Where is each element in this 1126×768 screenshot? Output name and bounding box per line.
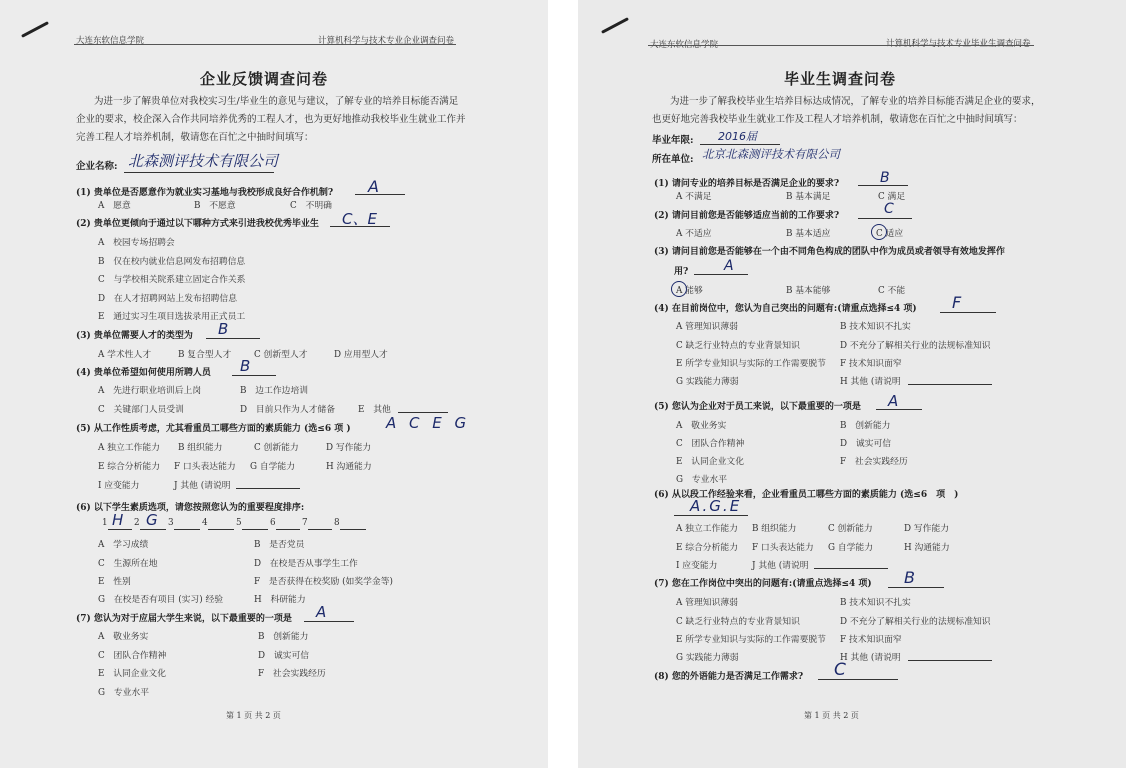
q2-answer: C、E bbox=[342, 210, 377, 228]
page-footer: 第 1 页 共 2 页 bbox=[804, 711, 859, 720]
q1-option-b: B 不愿意 bbox=[194, 201, 236, 211]
rank-2: 2 bbox=[134, 518, 140, 528]
q4-option-d: D 不充分了解相关行业的法规标准知识 bbox=[840, 341, 991, 351]
q7-option-d: D 诚实可信 bbox=[258, 651, 310, 661]
q1-underline bbox=[355, 194, 405, 195]
company-underline bbox=[124, 172, 274, 173]
year-handwritten: 2016届 bbox=[718, 130, 757, 143]
year-label: 毕业年限: bbox=[652, 135, 694, 146]
q1-answer: A bbox=[368, 177, 379, 196]
rank-1-answer: H bbox=[112, 511, 124, 529]
q6-option-h: H 科研能力 bbox=[254, 595, 306, 605]
q7-option-g: G 实践能力薄弱 bbox=[676, 653, 739, 663]
q3-option-d: D 应用型人才 bbox=[334, 350, 388, 360]
question-8: (8) 您的外语能力是否满足工作需求? bbox=[654, 672, 804, 682]
year-underline bbox=[700, 144, 780, 145]
q1-option-c: C 满足 bbox=[878, 192, 906, 202]
q3-option-c: C 不能 bbox=[878, 286, 906, 296]
q5-option-g: G 自学能力 bbox=[250, 462, 296, 472]
q7-option-b: B 技术知识不扎实 bbox=[840, 598, 911, 608]
question-6: (6) 以下学生素质选项，请您按照您认为的重要程度排序: bbox=[76, 503, 305, 513]
q6-option-c: C 生源所在地 bbox=[98, 559, 158, 569]
pen-mark bbox=[21, 21, 49, 38]
header-rule bbox=[74, 44, 456, 45]
q5-option-a: A 独立工作能力 bbox=[98, 443, 160, 453]
rank-1-blank bbox=[108, 529, 132, 530]
rank-7: 7 bbox=[302, 518, 308, 528]
q5-option-b: B 创新能力 bbox=[840, 421, 891, 431]
page-title: 企业反馈调查问卷 bbox=[200, 70, 329, 88]
q6-option-a: A 学习成绩 bbox=[98, 540, 149, 550]
intro-text: 为进一步了解我校毕业生培养目标达成情况，了解专业的培养目标能否满足企业的要求，也更好地完善我校毕业生就业工作及工程人才培养机制，敬请您在百忙之中抽时间填写： bbox=[652, 96, 1041, 125]
q6-option-f: F 口头表达能力 bbox=[752, 543, 814, 553]
q5-option-d: D 写作能力 bbox=[326, 443, 372, 453]
q7-answer: B bbox=[904, 568, 915, 587]
question-7: (7) 您在工作岗位中突出的问题有:(请重点选择≤4 项) bbox=[654, 579, 872, 589]
q3-option-a: A 学术性人才 bbox=[98, 350, 152, 360]
q5-option-c: C 团队合作精神 bbox=[676, 439, 745, 449]
header-school: 大连东软信息学院 bbox=[650, 40, 719, 50]
q7-option-f: F 技术知识面窄 bbox=[840, 635, 902, 645]
q6-option-d: D 写作能力 bbox=[904, 524, 950, 534]
q4-underline bbox=[940, 312, 996, 313]
q5-option-e: E 综合分析能力 bbox=[98, 462, 160, 472]
rank-2-blank bbox=[140, 529, 166, 530]
q4-option-b: B 边工作边培训 bbox=[240, 386, 309, 396]
q7-option-b: B 创新能力 bbox=[258, 632, 309, 642]
q2-option-a: A 不适应 bbox=[676, 229, 712, 239]
q6-option-g: G 自学能力 bbox=[828, 543, 874, 553]
survey-page-enterprise bbox=[0, 0, 548, 768]
q5-underline bbox=[876, 409, 922, 410]
q4-option-a: A 先进行职业培训后上岗 bbox=[98, 386, 202, 396]
q6-option-g: G 在校是否有项目 (实习) 经验 bbox=[98, 595, 224, 605]
question-1: (1) 请问专业的培养目标是否满足企业的要求? bbox=[654, 179, 840, 189]
q3-answer: B bbox=[218, 320, 229, 338]
q6-option-b: B 组织能力 bbox=[752, 524, 797, 534]
q7-option-g: G 专业水平 bbox=[98, 688, 150, 698]
q7-option-f: F 社会实践经历 bbox=[258, 669, 326, 679]
q7-option-c: C 团队合作精神 bbox=[98, 651, 167, 661]
q3-option-c: C 创新型人才 bbox=[254, 350, 308, 360]
rank-4-blank bbox=[208, 529, 234, 530]
question-7: (7) 您认为对于应届大学生来说，以下最重要的一项是 bbox=[76, 614, 292, 624]
header-rule bbox=[648, 45, 1034, 46]
page-footer: 第 1 页 共 2 页 bbox=[226, 711, 281, 720]
rank-3: 3 bbox=[168, 518, 174, 528]
q6-option-d: D 在校是否从事学生工作 bbox=[254, 559, 358, 569]
header-survey-name: 计算机科学与技术专业毕业生调查问卷 bbox=[886, 39, 1031, 49]
rank-6: 6 bbox=[270, 518, 276, 528]
q5-option-e: E 认同企业文化 bbox=[676, 457, 745, 467]
q5-option-h: H 沟通能力 bbox=[326, 462, 372, 472]
q4-other-underline bbox=[398, 412, 448, 413]
q5-option-g: G 专业水平 bbox=[676, 475, 728, 485]
q5-option-f: F 社会实践经历 bbox=[840, 457, 908, 467]
question-3: (3) 贵单位需要人才的类型为 bbox=[76, 331, 193, 341]
q7-option-a: A 敬业务实 bbox=[98, 632, 149, 642]
q1-option-a: A 愿意 bbox=[98, 201, 131, 211]
q4-option-b: B 技术知识不扎实 bbox=[840, 322, 911, 332]
q7-answer: A bbox=[316, 603, 327, 621]
question-3: (3) 请问目前您是否能够在一个由不同角色构成的团队中作为成员或者领导有效地发挥作 bbox=[654, 247, 1005, 257]
q6-option-h: H 沟通能力 bbox=[904, 543, 950, 553]
q4-option-f: F 技术知识面窄 bbox=[840, 359, 902, 369]
q6-other-underline bbox=[814, 568, 888, 569]
q3-option-b: B 复合型人才 bbox=[178, 350, 232, 360]
question-5: (5) 您认为企业对于员工来说，以下最重要的一项是 bbox=[654, 402, 861, 412]
q6-option-j: J 其他 (请说明 bbox=[752, 561, 809, 571]
q2-option-d: D 在人才招聘网站上发布招聘信息 bbox=[98, 294, 238, 304]
q4-underline bbox=[232, 375, 276, 376]
q2-option-c: C 适应 bbox=[876, 229, 904, 239]
q8-answer: C bbox=[834, 660, 846, 680]
q1-option-b: B 基本满足 bbox=[786, 192, 831, 202]
q1-option-c: C 不明确 bbox=[290, 201, 332, 211]
q4-answer: B bbox=[240, 357, 251, 375]
rank-4: 4 bbox=[202, 518, 208, 528]
q2-answer: C bbox=[884, 201, 894, 217]
q1-option-a: A 不满足 bbox=[676, 192, 712, 202]
question-1: (1) 贵单位是否愿意作为就业实习基地与我校形成良好合作机制? bbox=[76, 188, 334, 198]
q7-option-a: A 管理知识薄弱 bbox=[676, 598, 738, 608]
q3-option-a: A 能够 bbox=[676, 286, 703, 296]
q1-answer: B bbox=[880, 170, 890, 186]
q6-option-b: B 是否党员 bbox=[254, 540, 305, 550]
q8-underline bbox=[818, 679, 898, 680]
q7-underline bbox=[304, 621, 354, 622]
page-title: 毕业生调查问卷 bbox=[784, 70, 897, 88]
q6-option-i: I 应变能力 bbox=[676, 561, 718, 571]
q2-underline bbox=[858, 218, 912, 219]
q4-option-h: H 其他 (请说明 bbox=[840, 377, 901, 387]
q6-option-a: A 独立工作能力 bbox=[676, 524, 738, 534]
q6-option-f: F 是否获得在校奖励 (如奖学金等) bbox=[254, 577, 393, 587]
q2-option-b: B 仅在校内就业信息网发布招聘信息 bbox=[98, 257, 246, 267]
q5-other-underline bbox=[236, 488, 300, 489]
question-6: (6) 从以段工作经验来看，企业看重员工哪些方面的素质能力 (选≤6 项 ) bbox=[654, 490, 959, 500]
company-name-handwritten: 北森测评技术有限公司 bbox=[128, 152, 279, 170]
q4-answer: F bbox=[952, 293, 962, 312]
question-2: (2) 请问目前您是否能够适应当前的工作要求? bbox=[654, 211, 840, 221]
rank-5-blank bbox=[242, 529, 268, 530]
question-5: (5) 从工作性质考虑，尤其看重员工哪些方面的素质能力 (选≤6 项 ) bbox=[76, 424, 351, 434]
q6-option-e: E 性别 bbox=[98, 577, 131, 587]
header-school: 大连东软信息学院 bbox=[76, 36, 145, 46]
q7-option-e: E 所学专业知识与实际的工作需要脱节 bbox=[676, 635, 826, 645]
rank-8-blank bbox=[340, 529, 366, 530]
q3-underline bbox=[694, 274, 748, 275]
rank-8: 8 bbox=[334, 518, 340, 528]
q4-option-c: C 关键部门人员受训 bbox=[98, 405, 184, 415]
rank-5: 5 bbox=[236, 518, 242, 528]
q3-answer: A bbox=[724, 258, 734, 274]
pen-mark bbox=[601, 17, 629, 34]
q2-option-c: C 与学校相关院系建立固定合作关系 bbox=[98, 275, 246, 285]
q5-option-d: D 诚实可信 bbox=[840, 439, 892, 449]
q2-answer-circle bbox=[871, 224, 887, 240]
question-4: (4) 在目前岗位中，您认为自己突出的问题有:(请重点选择≤4 项) bbox=[654, 304, 917, 314]
rank-2-answer: G bbox=[146, 511, 158, 529]
rank-6-blank bbox=[276, 529, 300, 530]
q3-option-b: B 基本能够 bbox=[786, 286, 831, 296]
question-3-cont: 用? bbox=[674, 267, 689, 277]
q5-option-f: F 口头表达能力 bbox=[174, 462, 236, 472]
q4-option-e: E 所学专业知识与实际的工作需要脱节 bbox=[676, 359, 826, 369]
q5-option-b: B 组织能力 bbox=[178, 443, 223, 453]
q2-option-b: B 基本适应 bbox=[786, 229, 831, 239]
q4-option-a: A 管理知识薄弱 bbox=[676, 322, 738, 332]
q4-option-g: G 实践能力薄弱 bbox=[676, 377, 739, 387]
unit-handwritten: 北京北森测评技术有限公司 bbox=[702, 147, 840, 161]
q7-underline bbox=[888, 587, 944, 588]
company-label: 企业名称: bbox=[76, 161, 118, 172]
q3-answer-circle bbox=[671, 281, 687, 297]
q6-option-e: E 综合分析能力 bbox=[676, 543, 738, 553]
q5-answer: A bbox=[888, 392, 899, 410]
q2-option-e: E 通过实习生项目选拔录用正式员工 bbox=[98, 312, 246, 322]
survey-page-graduate bbox=[578, 0, 1126, 768]
q4-option-e: E 其他 bbox=[358, 405, 391, 415]
q5-option-i: I 应变能力 bbox=[98, 481, 140, 491]
q7-option-c: C 缺乏行业特点的专业背景知识 bbox=[676, 617, 800, 627]
intro-text: 为进一步了解贵单位对我校实习生/毕业生的意见与建议，了解专业的培养目标能否满足企业的要求，校企深入合作共同培养优秀的工程人才，也为更好地推动我校毕业生就业工作并完善工程人才培养机制，敬请您在百忙之中抽时间填写： bbox=[76, 96, 466, 143]
rank-1: 1 bbox=[102, 518, 108, 528]
q4-option-c: C 缺乏行业特点的专业背景知识 bbox=[676, 341, 800, 351]
q7-option-d: D 不充分了解相关行业的法规标准知识 bbox=[840, 617, 991, 627]
q3-underline bbox=[206, 338, 260, 339]
q2-underline bbox=[330, 226, 390, 227]
q5-answer: A C E G bbox=[386, 414, 471, 432]
rank-7-blank bbox=[308, 529, 332, 530]
q4-other-underline bbox=[908, 384, 992, 385]
rank-3-blank bbox=[174, 529, 200, 530]
q7-other-underline bbox=[908, 660, 992, 661]
q6-underline bbox=[674, 515, 748, 516]
q6-answer: A.G.E bbox=[690, 497, 742, 515]
q6-option-c: C 创新能力 bbox=[828, 524, 873, 534]
q4-option-d: D 目前只作为人才储备 bbox=[240, 405, 336, 415]
q5-option-c: C 创新能力 bbox=[254, 443, 299, 453]
q5-option-j: J 其他 (请说明 bbox=[174, 481, 231, 491]
q5-option-a: A 敬业务实 bbox=[676, 421, 727, 431]
unit-label: 所在单位: bbox=[652, 154, 694, 165]
header-survey-name: 计算机科学与技术专业企业调查问卷 bbox=[318, 36, 455, 46]
question-2: (2) 贵单位更倾向于通过以下哪种方式来引进我校优秀毕业生 bbox=[76, 219, 319, 229]
q1-underline bbox=[858, 185, 908, 186]
q7-option-h: H 其他 (请说明 bbox=[840, 653, 901, 663]
q2-option-a: A 校园专场招聘会 bbox=[98, 238, 175, 248]
q7-option-e: E 认同企业文化 bbox=[98, 669, 167, 679]
question-4: (4) 贵单位希望如何使用所聘人员 bbox=[76, 368, 211, 378]
